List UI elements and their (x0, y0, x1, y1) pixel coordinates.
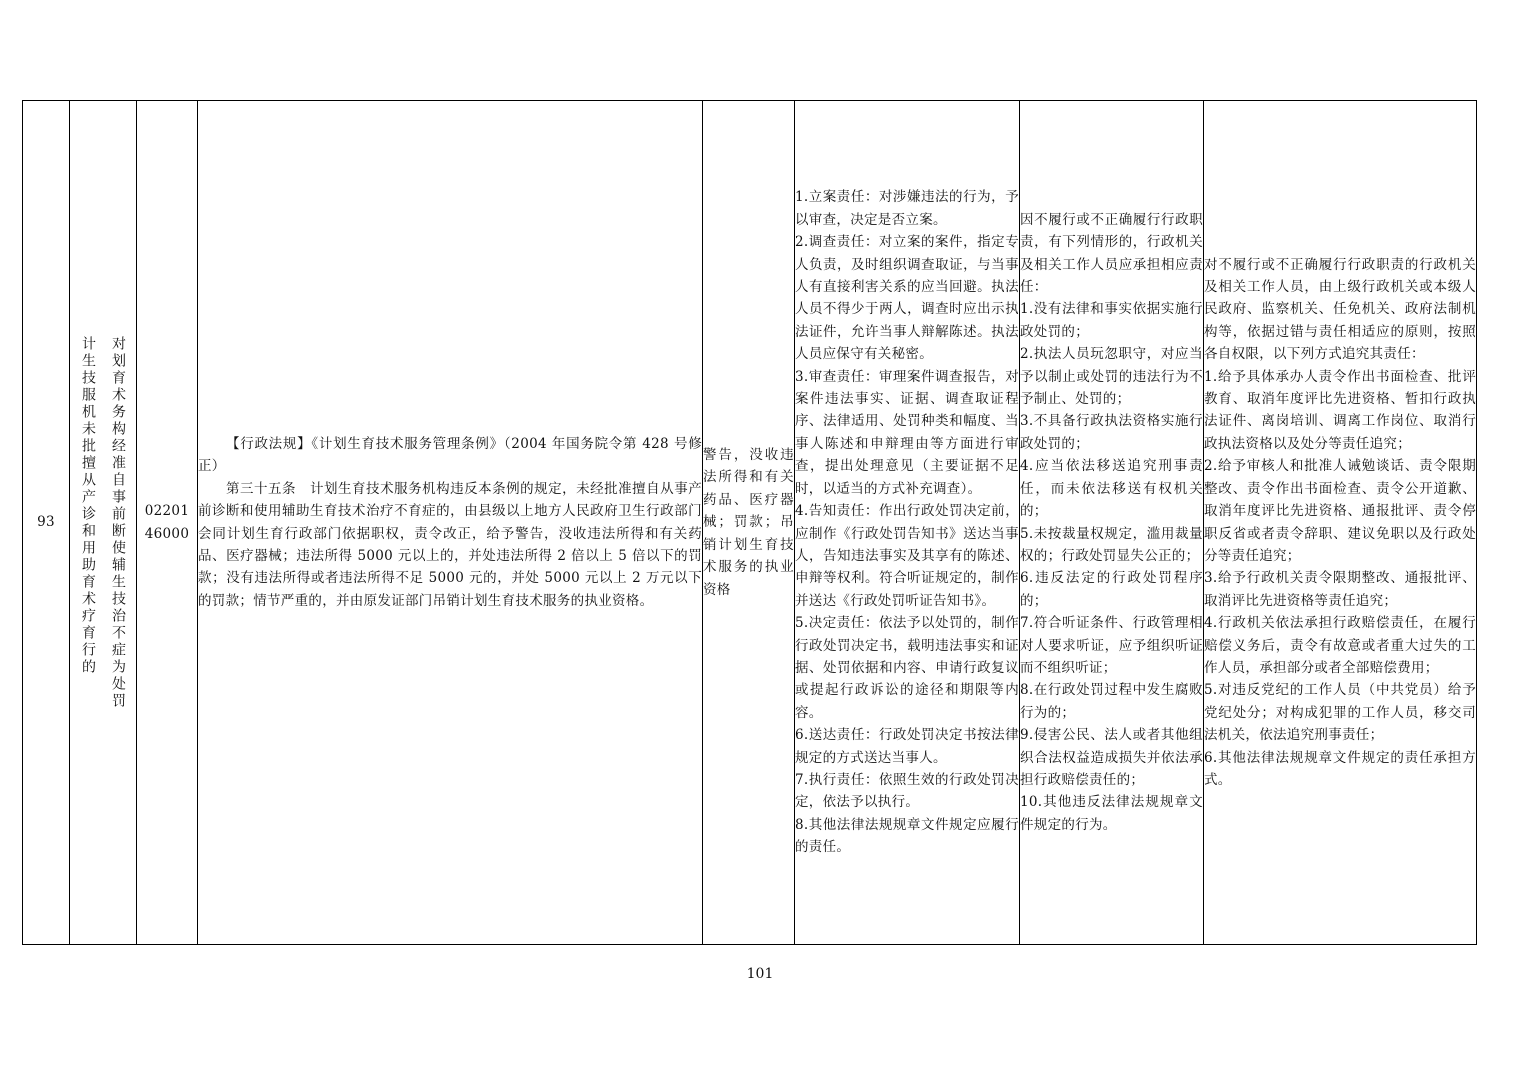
responsibility-item: 3.审查责任：审理案件调查报告，对案件违法事实、证据、调查取证程序、法律适用、处罚种类和幅度、当事人陈述和申辩理由等方面进行审查，提出处理意见（主要证据不足时，以适当的方式补充调查）。 (795, 368, 1019, 497)
table-row (23, 101, 1477, 945)
item-name-col-2: 计生技服机未批擅从产诊和用助育术疗育行的 (80, 335, 96, 676)
pursuit-methods-intro: 对不履行或不正确履行行政职责的行政机关及相关工作人员，由上级行政机关或本级人民政府、监察机关、任免机关、政府法制机构等，依据过错与责任相适应的原则，按照各自权限，以下列方式追究其责任： (1204, 256, 1476, 363)
responsibility-item: 2.调查责任：对立案的案件，指定专人负责，及时组织调查取证，与当事人有直接利害关系的应当回避。执法人员不得少于两人，调查时应出示执法证件，允许当事人辩解陈述。执法人员应保守有关秘密。 (795, 234, 1019, 363)
item-name-cell (70, 101, 137, 945)
row-number: 93 (23, 101, 70, 945)
pursuit-condition-item: 1.没有法律和事实依据实施行政处罚的； (1020, 301, 1203, 340)
responsibility-item: 6.送达责任：行政处罚决定书按法律规定的方式送达当事人。 (795, 727, 1019, 766)
pursuit-condition-item: 3.不具备行政执法资格实施行政处罚的； (1020, 413, 1203, 452)
pursuit-condition-item: 2.执法人员玩忽职守，对应当予以制止或处罚的违法行为不予制止、处罚的； (1020, 346, 1203, 408)
pursuit-condition-item: 9.侵害公民、法人或者其他组织合法权益造成损失并依法承担行政赔偿责任的； (1020, 727, 1203, 788)
responsibility-item: 1.立案责任：对涉嫌违法的行为，予以审查，决定是否立案。 (795, 189, 1019, 228)
legal-basis-body: 第三十五条 计划生育技术服务机构违反本条例的规定，未经批准擅自从事产前诊断和使用辅助生育技术治疗不育症的，由县级以上地方人民政府卫生行政部门会同计划生育行政部门依据职权，责令改正，给予警告，没收违法所得和有关药品、医疗器械；违法所得 5000 元以上的，并处违法所得 2 倍以上 5 倍以下的罚款；没有违法所得或者违法所得不足 5000 元的，并处 5000 元以上 2 万元以下的罚款；情节严重的，并由原发证部门吊销计划生育技术服务的执业资格。 (198, 480, 702, 609)
responsibility-item: 5.决定责任：依法予以处罚的，制作行政处罚决定书，载明违法事实和证据、处罚依据和内容、申请行政复议或提起行政诉讼的途径和期限等内容。 (795, 615, 1019, 721)
penalty-text: 警告，没收违法所得和有关药品、医疗器械；罚款；吊销计划生育技术服务的执业资格 (703, 447, 794, 598)
pursuit-method-item: 5.对违反党纪的工作人员（中共党员）给予党纪处分；对构成犯罪的工作人员，移交司法机关，依法追究刑事责任； (1204, 682, 1476, 744)
responsibility-item: 7.执行责任：依照生效的行政处罚决定，依法予以执行。 (795, 771, 1019, 811)
item-name-col-1: 对划育术务构经准自事前断使辅生技治不症为处罚 (110, 335, 126, 710)
pursuit-method-item: 2.给予审核人和批准人诫勉谈话、责令限期整改、责令作出书面检查、责令公开道歉、取消年度评比先进资格、通报批评、责令停职反省或者责令辞职、建议免职以及行政处分等责任追究； (1204, 458, 1476, 564)
legal-basis-title: 【行政法规】《计划生育技术服务管理条例》（2004 年国务院令第 428 号修正） (198, 435, 702, 475)
legal-basis-cell (198, 101, 703, 945)
item-code-line-2: 46000 (144, 525, 190, 542)
pursuit-methods-cell (1204, 101, 1477, 945)
responsibility-item: 4.告知责任：作出行政处罚决定前，应制作《行政处罚告知书》送达当事人，告知违法事实及其享有的陈述、申辩等权利。符合听证规定的，制作并送达《行政处罚听证告知书》。 (795, 503, 1019, 609)
pursuit-method-item: 1.给予具体承办人责令作出书面检查、批评教育、取消年度评比先进资格、暂扣行政执法证件、离岗培训、调离工作岗位、取消行政执法资格以及处分等责任追究； (1204, 368, 1476, 452)
pursuit-condition-item: 4.应当依法移送追究刑事责任，而未依法移送有权机关的； (1020, 458, 1203, 520)
pursuit-conditions-cell (1020, 101, 1204, 945)
pursuit-method-item: 3.给予行政机关责令限期整改、通报批评、取消评比先进资格等责任追究； (1204, 570, 1476, 609)
penalty-cell (703, 101, 795, 945)
page-number: 101 (746, 966, 774, 982)
pursuit-condition-item: 6.违反法定的行政处罚程序的； (1020, 570, 1203, 609)
pursuit-condition-item: 8.在行政处罚过程中发生腐败行为的； (1020, 682, 1203, 721)
pursuit-condition-item: 5.未按裁量权规定，滥用裁量权的；行政处罚显失公正的； (1020, 525, 1203, 564)
pursuit-method-item: 6.其他法律法规规章文件规定的责任承担方式。 (1204, 749, 1476, 788)
pursuit-method-item: 4.行政机关依法承担行政赔偿责任，在履行赔偿义务后，责令有故意或者重大过失的工作人员，承担部分或者全部赔偿费用； (1204, 615, 1476, 676)
responsibility-item: 8.其他法律法规规章文件规定应履行的责任。 (795, 816, 1019, 856)
pursuit-condition-item: 10.其他违反法律法规规章文件规定的行为。 (1020, 794, 1203, 833)
item-code-cell (137, 101, 198, 945)
item-name (70, 336, 136, 710)
item-code-line-1: 02201 (144, 503, 190, 520)
pursuit-condition-item: 7.符合听证条件、行政管理相对人要求听证，应予组织听证而不组织听证； (1020, 615, 1203, 676)
pursuit-conditions-intro: 因不履行或不正确履行行政职责，有下列情形的，行政机关及相关工作人员应承担相应责任： (1020, 211, 1203, 296)
power-list-table (22, 100, 1477, 945)
responsibility-cell (795, 101, 1020, 945)
